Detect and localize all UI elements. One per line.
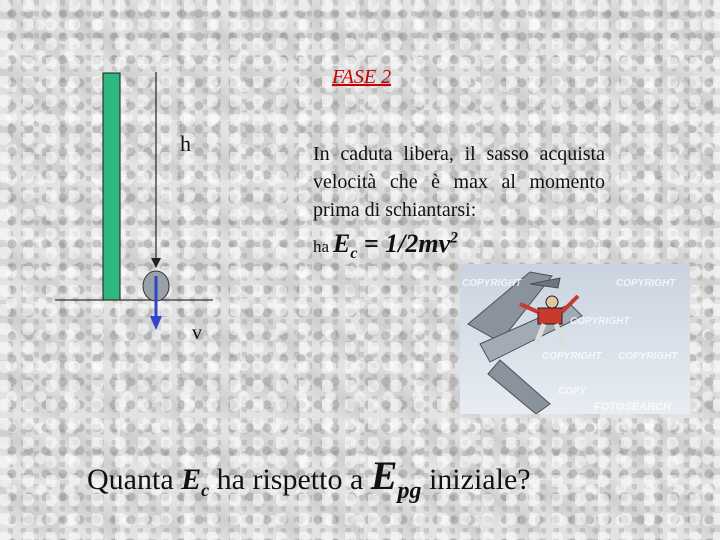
- fotosearch-logo: FOTOSEARCH: [594, 401, 671, 413]
- kinetic-energy-formula: [313, 229, 458, 263]
- formula-superscript: 2: [450, 229, 458, 247]
- formula-rhs: = 1/2mv: [363, 229, 451, 258]
- epg-symbol: $E_{pg}$: [370, 453, 422, 504]
- formula-expression: [333, 229, 458, 263]
- question-part: iniziale?: [421, 463, 531, 496]
- watermark: COPYRIGHT: [616, 278, 676, 289]
- slide-title: FASE 2: [332, 66, 392, 88]
- fall-arrow-head: [151, 258, 161, 268]
- skydiver-photo: [460, 264, 690, 414]
- watermark: COPYRIGHT: [618, 351, 678, 362]
- question-part: Quanta: [87, 463, 182, 496]
- watermark: COPYRIGHT: [462, 278, 522, 289]
- watermark: COPYRIGHT: [570, 316, 630, 327]
- formula-prefix: ha: [313, 237, 330, 256]
- watermark: COPYRIGHT: [542, 351, 602, 362]
- question-part: ha rispetto a: [209, 463, 371, 496]
- height-label: h: [180, 131, 191, 156]
- velocity-arrow-head: [150, 316, 162, 330]
- free-fall-diagram: [0, 0, 300, 360]
- tower: [103, 73, 120, 300]
- formula-symbol: E: [333, 229, 351, 258]
- watermark: COPY: [558, 386, 587, 397]
- body-text: In caduta libera, il sasso acquista velocità che è max al momento prima di schiantarsi:: [313, 143, 605, 221]
- question-text: [87, 452, 531, 505]
- velocity-label: v: [192, 322, 202, 344]
- ec-symbol: $E_c$: [181, 463, 210, 500]
- formula-subscript: c: [350, 245, 358, 263]
